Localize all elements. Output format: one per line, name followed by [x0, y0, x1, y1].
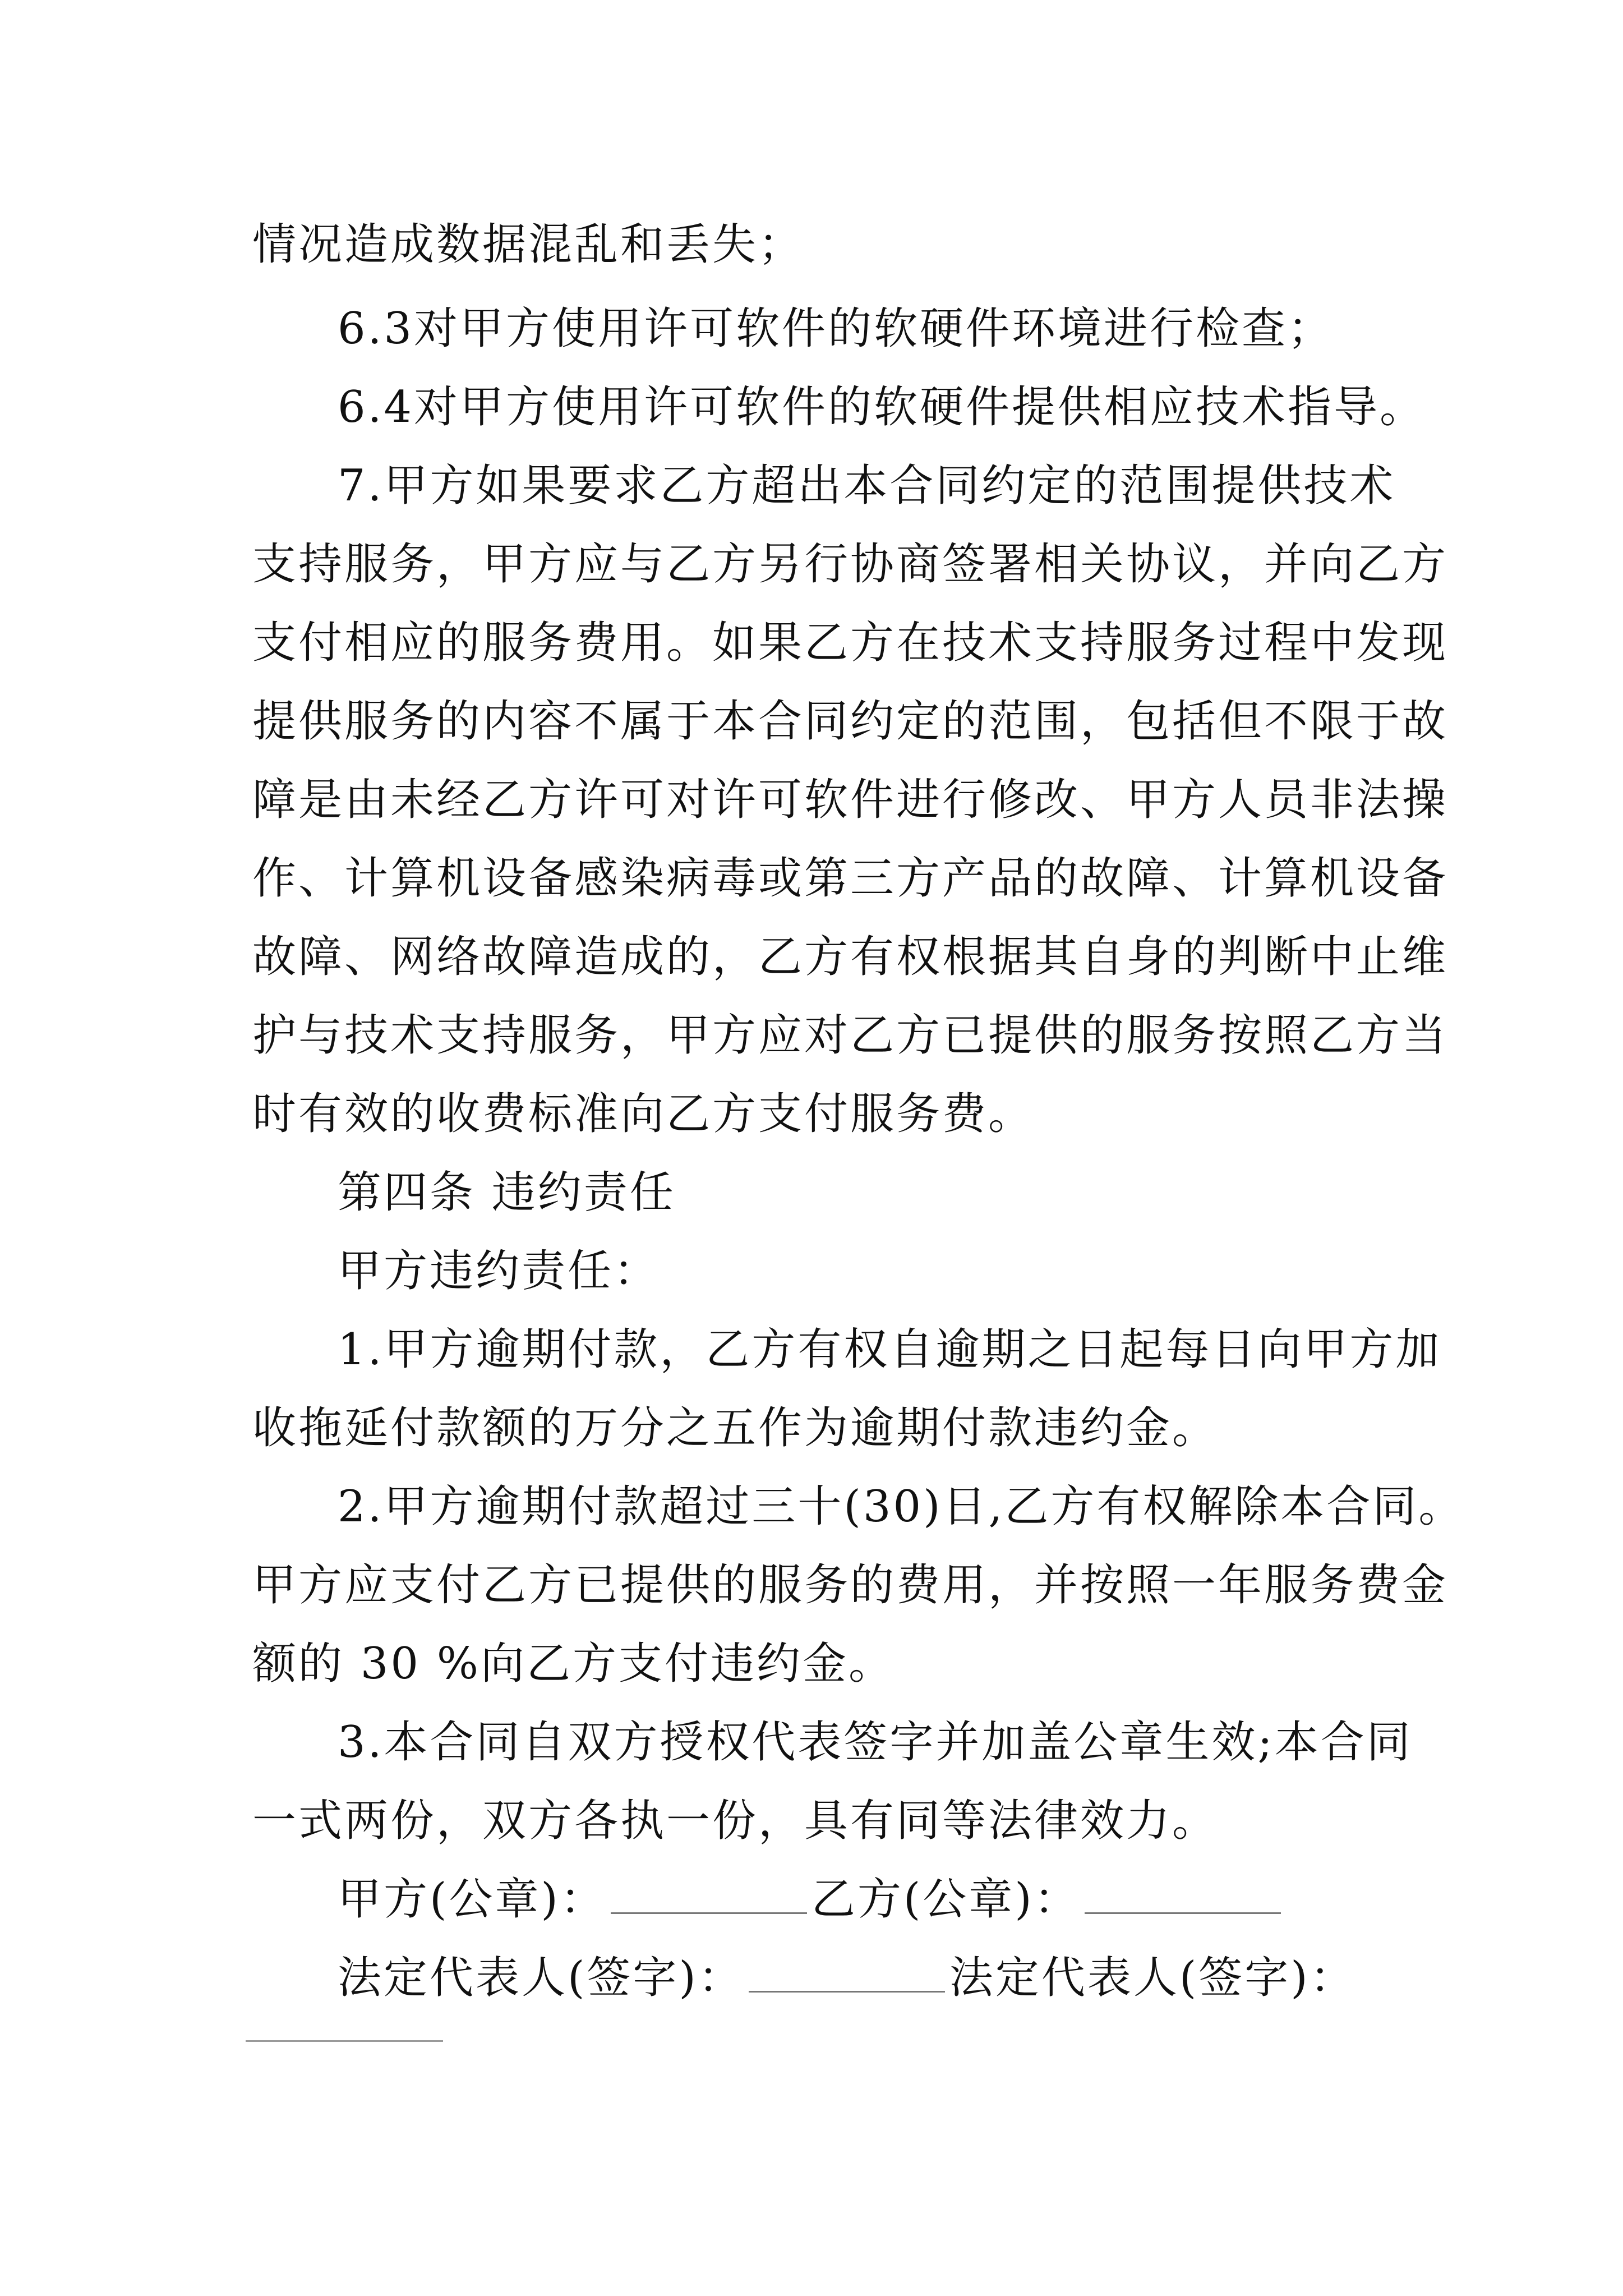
clause-7-line: 作、计算机设备感染病毒或第三方产品的故障、计算机设备 — [252, 853, 1449, 904]
party-b-seal-blank[interactable] — [1085, 1873, 1281, 1914]
seal-line — [338, 1871, 1285, 1927]
clause-6-4: 6.4对甲方使用许可软件的软硬件提供相应技术指导。 — [338, 382, 1426, 432]
clause-2-line: 2.甲方逾期付款超过三十(30)日,乙方有权解除本合同。 — [338, 1481, 1465, 1532]
clause-7-line: 障是由未经乙方许可对许可软件进行修改、甲方人员非法操 — [252, 775, 1449, 825]
clause-3-line: 一式两份，双方各执一份，具有同等法律效力。 — [252, 1796, 1219, 1846]
clause-1-line: 1.甲方逾期付款，乙方有权自逾期之日起每日向甲方加 — [338, 1324, 1442, 1375]
clause-7-line: 提供服务的内容不属于本合同约定的范围，包括但不限于故 — [252, 696, 1449, 747]
clause-2-line: 甲方应支付乙方已提供的服务的费用，并按照一年服务费金 — [252, 1560, 1449, 1611]
clause-1-line: 收拖延付款额的万分之五作为逾期付款违约金。 — [252, 1403, 1219, 1453]
party-a-seal-blank[interactable] — [611, 1873, 807, 1914]
section-heading: 第四条 违约责任 — [338, 1167, 676, 1218]
clause-7-line: 7.甲方如果要求乙方超出本合同约定的范围提供技术 — [338, 461, 1396, 511]
clause-7-line: 时有效的收费标准向乙方支付服务费。 — [252, 1089, 1035, 1139]
clause-7-line: 支付相应的服务费用。如果乙方在技术支持服务过程中发现 — [252, 618, 1449, 668]
representative-line — [338, 1950, 1356, 2006]
party-b-rep-label: 法定代表人(签字)： — [949, 1953, 1356, 2003]
party-a-rep-label: 法定代表人(签字)： — [338, 1953, 744, 2003]
clause-7-line: 故障、网络故障造成的，乙方有权根据其自身的判断中止维 — [252, 932, 1449, 982]
paragraph-line: 情况造成数据混乱和丢失； — [252, 219, 805, 270]
party-a-seal-label: 甲方(公章)： — [338, 1874, 606, 1925]
clause-7-line: 护与技术支持服务，甲方应对乙方已提供的服务按照乙方当 — [252, 1010, 1449, 1061]
clause-2-line: 额的 30 %向乙方支付违约金。 — [252, 1639, 895, 1689]
footnote-divider — [246, 2040, 443, 2042]
clause-3-line: 3.本合同自双方授权代表签字并加盖公章生效;本合同 — [338, 1717, 1413, 1768]
clause-6-3: 6.3对甲方使用许可软件的软硬件环境进行检查； — [338, 303, 1334, 354]
party-b-seal-label: 乙方(公章)： — [811, 1874, 1080, 1925]
party-a-rep-blank[interactable] — [749, 1952, 945, 1993]
subsection-heading: 甲方违约责任： — [338, 1246, 660, 1296]
clause-7-line: 支持服务，甲方应与乙方另行协商签署相关协议，并向乙方 — [252, 539, 1449, 590]
